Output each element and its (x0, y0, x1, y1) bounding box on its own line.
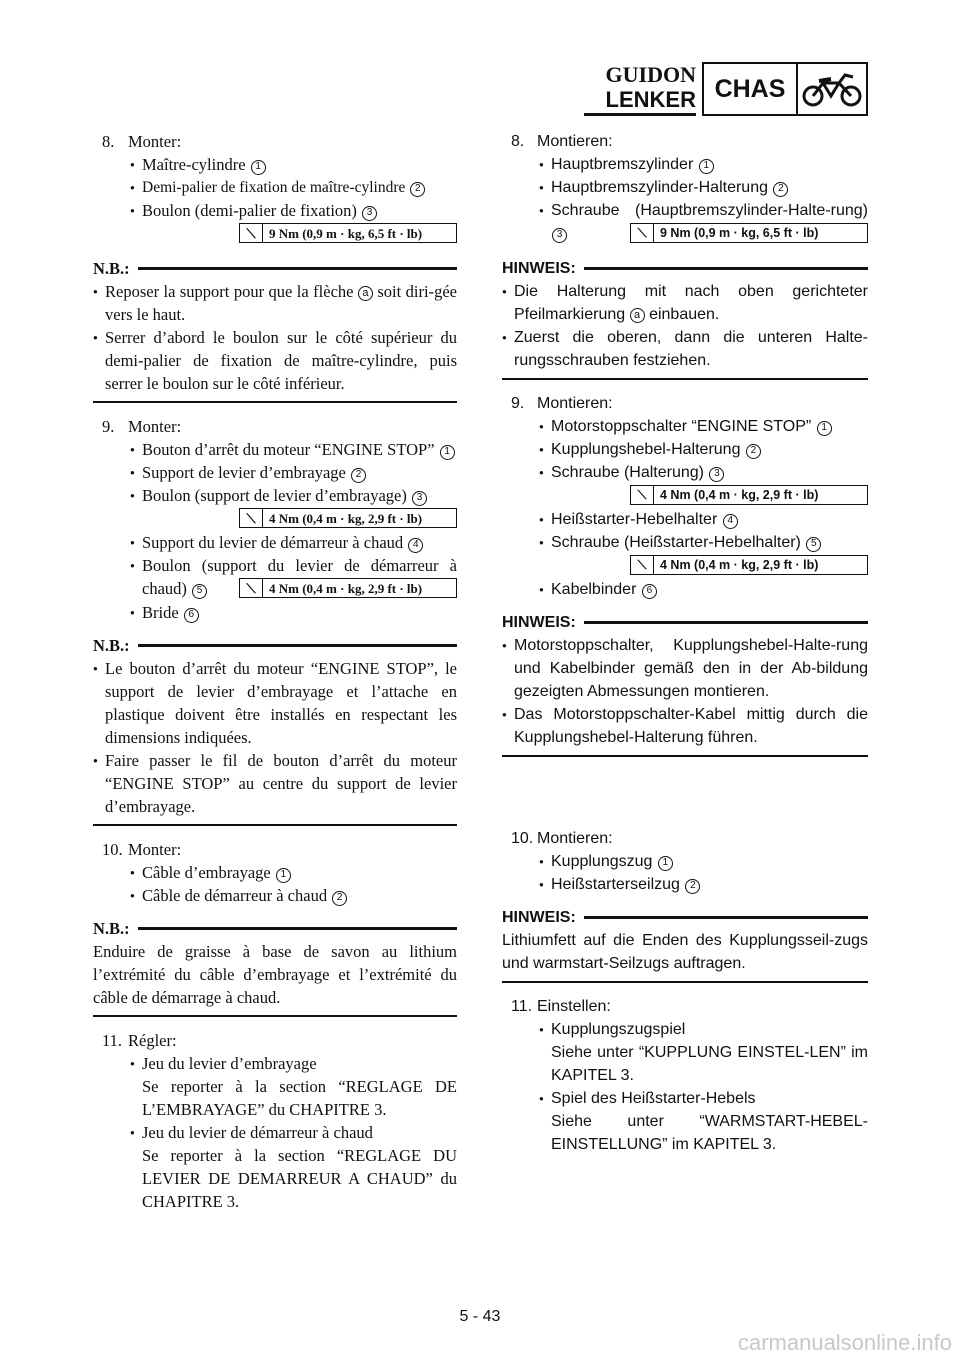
step-9-de: 9. Montieren: ● Motorstoppschalter “ENGINE STOP” 1 ● Kupplungshebel-Halterung 2 ● Schraube (Halterung) 3 ⟍ 4 Nm (0,4 m · kg, 2,9 ft · lb) ● Heißstarter-Hebelhalter 4 ● Schraube (Heißstarter-Hebelhalter) 5 ⟍ 4 Nm (0,4 m · kg, 2,9 ft · lb) ● Kabelbinder 6 (511, 392, 868, 601)
note-text: Lithiumfett auf die Enden des Kupplungsseil-zugs und warmstart-Seilzugs auftragen. (502, 932, 868, 972)
list-item: ● Support du levier de démarreur à chaud 4 (130, 531, 457, 554)
callout-marker: 3 (362, 206, 377, 221)
wrench-icon: ⟍ (631, 556, 654, 574)
divider (502, 378, 868, 380)
watermark: carmanualsonline.info (737, 1330, 952, 1355)
step-title: Monter: (128, 132, 182, 151)
list-item: ● Motorstoppschalter, Kupplungshebel-Halte-rung und Kabelbinder gemäß den in der Ab-bildung gezeigten Abmessungen montieren. (502, 634, 868, 703)
step-8-de: 8. Montieren: ● Hauptbremszylinder 1 ● Hauptbremszylinder-Halterung 2 ● Schraube (Hauptbremszylinder-Halte-rung) 3 ⟍ 9 Nm (0,9 m · kg, 6,5 ft · lb) (511, 130, 868, 243)
list-item: ● Reposer la support pour que la flèche a soit diri-gée vers le haut. (93, 280, 457, 326)
note-fr-3: N.B.: Enduire de graisse à base de savon au lithium l’extrémité du câble d’embrayage et l’extrémité du câble de démarrage à chaud. (93, 917, 457, 1017)
list-item: ● Schraube (Heißstarter-Hebelhalter) 5 (539, 531, 868, 554)
list-item: ● Boulon (demi-palier de fixation) 3 (130, 199, 457, 222)
step-number: 8. (102, 132, 115, 151)
wrench-icon: ⟍ (240, 579, 263, 597)
list-item: ● Jeu du levier de démarreur à chaud Se reporter à la section “REGLAGE DU LEVIER DE DEMARREUR A CHAUD” du CHAPITRE 3. (130, 1121, 457, 1213)
list-item: ● Motorstoppschalter “ENGINE STOP” 1 (539, 415, 868, 438)
list-item: ● Support de levier d’embrayage 2 (130, 461, 457, 484)
list-item: ● Heißstarterseilzug 2 (539, 873, 868, 896)
divider (93, 824, 457, 826)
list-item: ● Câble de démarreur à chaud 2 (130, 884, 457, 907)
list-item: ● Hauptbremszylinder-Halterung 2 (539, 176, 868, 199)
step-11-de: 11. Einstellen: ● Kupplungszugspiel Siehe unter “KUPPLUNG EINSTEL-LEN” im KAPITEL 3. ● Spiel des Heißstarter-Hebels Siehe unter “WARMSTART-HEBEL-EINSTELLUNG” im KAPITEL 3. (511, 995, 868, 1156)
page-header (590, 62, 868, 118)
note-title: N.B.: (93, 259, 130, 278)
arrow-mark: a (630, 308, 645, 323)
torque-spec: ⟍ 4 Nm (0,4 m · kg, 2,9 ft · lb) (239, 578, 457, 598)
list-item: ● Kabelbinder 6 (539, 578, 868, 601)
arrow-mark: a (358, 286, 373, 301)
list-item: ● Kupplungszugspiel Siehe unter “KUPPLUNG EINSTEL-LEN” im KAPITEL 3. (539, 1018, 868, 1087)
callout-marker: 2 (410, 182, 425, 197)
list-item: ● Maître-cylindre 1 (130, 153, 457, 176)
list-item: ● Spiel des Heißstarter-Hebels Siehe unter “WARMSTART-HEBEL-EINSTELLUNG” im KAPITEL 3. (539, 1087, 868, 1156)
note-text: Enduire de graisse à base de savon au lithium l’extrémité du câble d’embrayage et l’extrémité du câble de démarrage à chaud. (93, 942, 457, 1007)
list-item: ● Die Halterung mit nach oben gerichteter Pfeilmarkierung a einbauen. (502, 280, 868, 326)
french-column (93, 130, 457, 1213)
note-de-2: HINWEIS: ● Motorstoppschalter, Kupplungshebel-Halte-rung und Kabelbinder gemäß den in der Ab-bildung gezeigten Abmessungen montieren. ● Das Motorstoppschalter-Kabel mittig durch die Kupplungshebel-Halterung führen. (502, 611, 868, 757)
torque-spec: ⟍ 4 Nm (0,4 m · kg, 2,9 ft · lb) (239, 508, 457, 528)
list-item: ● Das Motorstoppschalter-Kabel mittig durch die Kupplungshebel-Halterung führen. (502, 703, 868, 749)
list-item: ● Hauptbremszylinder 1 (539, 153, 868, 176)
torque-spec: ⟍ 4 Nm (0,4 m · kg, 2,9 ft · lb) (630, 555, 868, 575)
list-item: ● Kupplungshebel-Halterung 2 (539, 438, 868, 461)
divider (93, 1015, 457, 1017)
list-item: ● Bouton d’arrêt du moteur “ENGINE STOP” 1 (130, 438, 457, 461)
step-9-fr: 9. Monter: ● Bouton d’arrêt du moteur “ENGINE STOP” 1 ● Support de levier d’embrayage 2 ● Boulon (support de levier d’embrayage) 3 ⟍ 4 Nm (0,4 m · kg, 2,9 ft · lb) ● Support du levier de démarreur à chaud 4 ● Boulon (support du levier de démarreur à chaud) 5 ⟍ 4 Nm (0,4 m · kg, 2,9 ft · lb) ● Bride 6 (102, 415, 457, 624)
step-10-fr: 10. Monter: ● Câble d’embrayage 1 ● Câble de démarreur à chaud 2 (102, 838, 457, 907)
torque-spec: ⟍ 4 Nm (0,4 m · kg, 2,9 ft · lb) (630, 485, 868, 505)
list-item: ● Kupplungszug 1 (539, 850, 868, 873)
divider (502, 755, 868, 757)
list-item: ● Câble d’embrayage 1 (130, 861, 457, 884)
header-title-de: LENKER (605, 87, 696, 112)
list-item: ● Boulon (support du levier de démarreur à chaud) 5 (130, 554, 457, 600)
note-de-3: HINWEIS: Lithiumfett auf die Enden des Kupplungsseil-zugs und warmstart-Seilzugs auftragen. (502, 906, 868, 983)
divider (93, 401, 457, 403)
step-8-fr (102, 130, 457, 243)
header-underline (584, 113, 696, 116)
section-label: CHAS (704, 64, 798, 114)
note-fr-2: N.B.: ● Le bouton d’arrêt du moteur “ENGINE STOP”, le support de levier d’embrayage et l’attache en plastique doivent être installés en respectant les dimensions indiquées. ● Faire passer le fil de bouton d’arrêt du moteur “ENGINE STOP” au centre du support de levier d’embrayage. (93, 634, 457, 826)
page-number: 5 - 43 (459, 1308, 501, 1325)
list-item: ● Schraube (Halterung) 3 (539, 461, 868, 484)
list-item: ● Serrer d’abord le boulon sur le côté supérieur du demi-palier de fixation de maître-cylindre, puis serrer le boulon sur le côté inférieur. (93, 326, 457, 395)
list-item: ● Schraube (Hauptbremszylinder-Halte-rung) 3 (539, 199, 868, 245)
list-item: ● Jeu du levier d’embrayage Se reporter à la section “REGLAGE DE L’EMBRAYAGE” du CHAPITRE 3. (130, 1052, 457, 1121)
torque-spec: ⟍ 9 Nm (0,9 m · kg, 6,5 ft · lb) (630, 223, 868, 243)
note-de-1: HINWEIS: ● Die Halterung mit nach oben gerichteter Pfeilmarkierung a einbauen. ● Zuerst die oberen, dann die unteren Halte-rungsschrauben festziehen. (502, 257, 868, 380)
list-item: ● Zuerst die oberen, dann die unteren Halte-rungsschrauben festziehen. (502, 326, 868, 372)
list-item: ● Le bouton d’arrêt du moteur “ENGINE STOP”, le support de levier d’embrayage et l’attache en plastique doivent être installés en respectant les dimensions indiquées. (93, 657, 457, 749)
header-titles (606, 62, 696, 111)
section-badge (702, 62, 868, 116)
callout-marker: 1 (251, 160, 266, 175)
german-column (502, 130, 868, 1156)
motorcycle-icon (798, 64, 866, 114)
note-fr-1 (93, 257, 457, 403)
divider (502, 981, 868, 983)
wrench-icon: ⟍ (631, 224, 654, 242)
wrench-icon: ⟍ (240, 224, 263, 242)
list-item: ● Boulon (support de levier d’embrayage) 3 (130, 484, 457, 507)
header-title-fr: GUIDON (605, 62, 696, 87)
wrench-icon: ⟍ (240, 509, 263, 527)
step-11-fr: 11. Régler: ● Jeu du levier d’embrayage Se reporter à la section “REGLAGE DE L’EMBRAYAGE” du CHAPITRE 3. ● Jeu du levier de démarreur à chaud Se reporter à la section “REGLAGE DU LEVIER DE DEMARREUR A CHAUD” du CHAPITRE 3. (102, 1029, 457, 1213)
list-item: ● Demi-palier de fixation de maître-cylindre 2 (130, 176, 457, 199)
list-item: ● Bride 6 (130, 601, 457, 624)
torque-spec: ⟍ 9 Nm (0,9 m · kg, 6,5 ft · lb) (239, 223, 457, 243)
step-10-de: 10. Montieren: ● Kupplungszug 1 ● Heißstarterseilzug 2 (511, 827, 868, 896)
list-item: ● Heißstarter-Hebelhalter 4 (539, 508, 868, 531)
wrench-icon: ⟍ (631, 486, 654, 504)
list-item: ● Faire passer le fil de bouton d’arrêt du moteur “ENGINE STOP” au centre du support de levier d’embrayage. (93, 749, 457, 818)
